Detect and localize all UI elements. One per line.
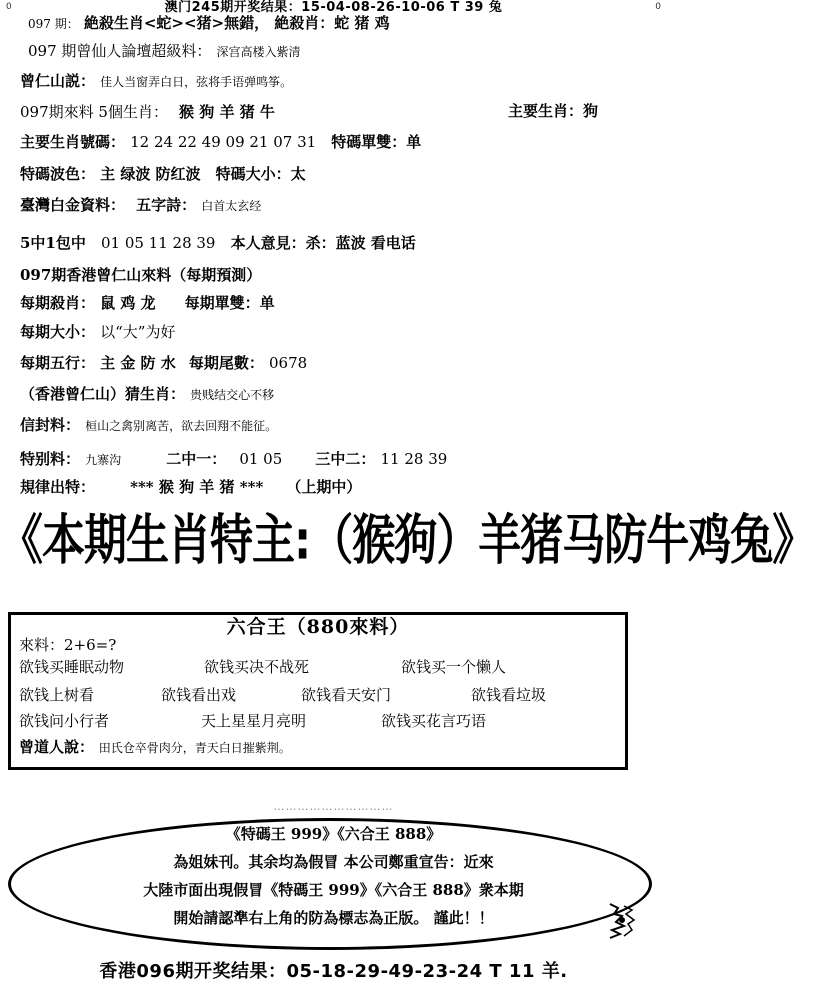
main-zodiac: 主要生肖：狗 [508, 102, 599, 120]
envelope-label: 信封料： [20, 416, 81, 434]
faded-line: ………………………… [273, 800, 394, 813]
taiwan-label: 臺灣白金資料： [20, 196, 126, 214]
box-item: 欲钱问小行者 [19, 712, 110, 730]
box-item: 欲钱上树看 [19, 686, 95, 704]
box-item: 欲钱看天安门 [301, 686, 392, 704]
special-value: 九寨沟 [85, 453, 122, 467]
box-title: 六合王（880來料） [226, 616, 410, 638]
line-forum-material [28, 42, 667, 60]
each-size-value: 以“大”为好 [100, 323, 176, 341]
hk-zeng-material-title: 097期香港曾仁山來料（每期預測） [20, 266, 262, 284]
anti-counterfeit-seal-icon [604, 900, 638, 942]
corner-mark-right: 0 [655, 2, 661, 12]
liuhe-king-box [8, 612, 628, 770]
two-in-one-label: 二中一： [166, 450, 227, 468]
tail-number-value: 0678 [268, 354, 308, 372]
pattern-note: （上期中） [286, 478, 362, 496]
envelope-poem: 桓山之禽别离苦，欲去回翔不能征。 [85, 419, 278, 433]
guess-zodiac-label: （香港曾仁山）猜生肖： [20, 385, 186, 403]
main-zodiac-banner: 《本期生肖特主:（猴狗）羊猪马防牛鸡兔》 [0, 509, 814, 573]
main-numbers-label: 主要生肖號碼： [20, 133, 126, 151]
wave-color-label: 特碼波色： [20, 165, 96, 183]
notice-line-1: 為姐妹刊。其余均為假冒 本公司鄭重宣告：近來 [173, 853, 494, 871]
macau-result-header: 澳门245期开奖结果：15-04-08-26-10-06 T 39 兔 [164, 0, 503, 15]
personal-opinion: 本人意見：杀：蓝波 看电话 [230, 234, 416, 252]
three-in-two-label: 三中二： [315, 450, 376, 468]
five-char-poem: 白首太玄经 [201, 199, 262, 213]
box-item: 欲钱看垃圾 [471, 686, 547, 704]
five-in-one-label: 5中1包中 [20, 234, 86, 252]
box-row-2 [19, 687, 625, 704]
line-zeng-says [20, 72, 667, 90]
forum-poem: 深宫高楼入紫清 [216, 45, 301, 59]
notice-line-2: 大陸市面出現假冒《特碼王 999》《六合王 888》衆本期 [143, 881, 524, 899]
box-item: 欲钱买一个懒人 [401, 658, 507, 676]
box-item: 欲钱买睡眠动物 [19, 658, 125, 676]
line-kill-each [20, 294, 667, 312]
box-row-3 [19, 713, 625, 730]
box-item: 欲钱看出戏 [161, 686, 237, 704]
line-five-zodiacs [20, 103, 667, 121]
five-char-poem-label: 五字詩： [136, 196, 197, 214]
special-label: 特别料： [20, 450, 81, 468]
box-riddle: 來料：2+6=? [19, 636, 117, 654]
line-main-numbers [20, 133, 667, 151]
kill-each-list: 鼠 鸡 龙 [100, 294, 156, 312]
notice-title: 《特碼王 999》《六合王 888》 [225, 825, 442, 843]
box-item: 欲钱买决不战死 [204, 658, 310, 676]
hk-result-footer: 香港096期开奖结果：05-18-29-49-23-24 T 11 羊. [99, 961, 568, 982]
dao-ren-label: 曾道人說： [19, 738, 95, 756]
each-odd-even: 每期單雙：单 [184, 294, 275, 312]
line-guess-zodiac [20, 385, 667, 403]
zeng-says-label: 曾仁山説： [20, 72, 96, 90]
line-five-elements [20, 354, 667, 372]
odd-even: 特碼單雙：单 [331, 133, 422, 151]
box-item: 天上星星月亮明 [201, 712, 307, 730]
line-kill-zodiac [28, 14, 667, 32]
three-in-two-numbers: 11 28 39 [380, 450, 448, 468]
pattern-value: *** 猴 狗 羊 猪 *** [130, 478, 264, 496]
line-taiwan-platinum [20, 196, 667, 214]
five-zodiac-label: 097期來料 5個生肖： [20, 103, 168, 121]
line-envelope [20, 416, 667, 434]
wave-color-value: 主 绿波 防红波 [100, 165, 201, 183]
two-in-one-numbers: 01 05 [239, 450, 283, 468]
kill-each-label: 每期殺肖： [20, 294, 96, 312]
box-row-1 [19, 659, 625, 676]
five-elements-value: 主 金 防 水 [100, 354, 176, 372]
guess-zodiac-poem: 贵贱结交心不移 [190, 388, 275, 402]
line-wave-color [20, 165, 667, 183]
each-size-label: 每期大小： [20, 323, 96, 341]
five-elements-label: 每期五行： [20, 354, 96, 372]
box-row-4 [19, 739, 625, 756]
line-each-size [20, 323, 667, 341]
kill-zodiac-text: 絶殺生肖<蛇><猪>無錯， [83, 14, 270, 32]
five-in-one-numbers: 01 05 11 28 39 [100, 234, 216, 252]
forum-label: 097 期曾仙人論壇超級料： [28, 42, 212, 60]
kill-zodiac-list: 絶殺肖：蛇 猪 鸡 [274, 14, 390, 32]
line-five-in-one [20, 234, 667, 252]
issue-label: 097 期： [28, 17, 79, 31]
notice-line-3: 開始請認準右上角的防為標志為正版。 謹此！！ [173, 909, 494, 927]
tail-number-label: 每期尾數： [188, 354, 264, 372]
box-item: 欲钱买花言巧语 [381, 712, 487, 730]
line-hk-zeng-material [20, 266, 667, 284]
five-zodiac-list: 猴 狗 羊 猪 牛 [179, 103, 275, 121]
dao-ren-poem: 田氏仓卒骨肉分，青天白日摧紫荆。 [98, 741, 291, 755]
line-special [20, 450, 667, 468]
main-numbers: 12 24 22 49 09 21 07 31 [130, 133, 317, 151]
zeng-says-poem: 佳人当窗弄白日，弦将手语弹鸣筝。 [100, 75, 293, 89]
corner-mark-left: 0 [6, 2, 12, 12]
size-value: 特碼大小：太 [215, 165, 306, 183]
pattern-label: 規律出特： [20, 478, 96, 496]
